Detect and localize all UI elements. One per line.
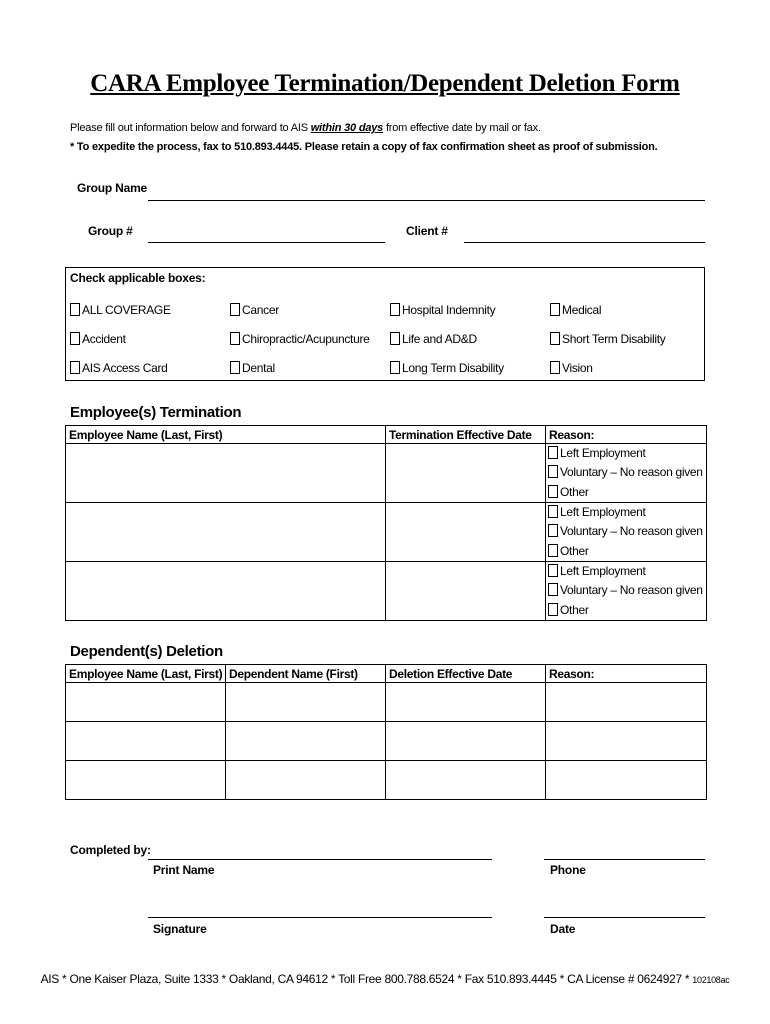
- column-reason: Reason:: [546, 665, 707, 683]
- dependent-name-cell[interactable]: [226, 683, 386, 722]
- option-dental[interactable]: [230, 361, 275, 375]
- employee-name-cell[interactable]: [66, 761, 226, 800]
- reason-voluntary[interactable]: [548, 522, 704, 541]
- checkbox[interactable]: [548, 485, 558, 498]
- reason-left-employment[interactable]: [548, 503, 704, 522]
- intro-text-pre: Please fill out information below and forward to AIS: [70, 122, 311, 134]
- column-termination-date: Termination Effective Date: [386, 426, 546, 444]
- check-boxes-heading: Check applicable boxes:: [70, 271, 206, 285]
- intro-deadline: within 30 days: [310, 122, 384, 134]
- reason-cell: [546, 503, 707, 562]
- table-row: [66, 503, 707, 562]
- checkbox[interactable]: [550, 332, 560, 345]
- option-label: Hospital Indemnity: [402, 303, 496, 317]
- termination-heading: Employee(s) Termination: [70, 404, 242, 421]
- dependent-name-cell[interactable]: [226, 722, 386, 761]
- intro-line-1: [70, 122, 541, 134]
- phone-field[interactable]: [544, 859, 705, 860]
- reason-label: Left Employment: [560, 564, 646, 578]
- print-name-field[interactable]: [148, 859, 492, 860]
- option-label: Dental: [242, 361, 275, 375]
- option-label: Chiropractic/Acupuncture: [242, 332, 370, 346]
- checkbox[interactable]: [390, 332, 400, 345]
- option-chiropractic[interactable]: [230, 332, 370, 346]
- print-name-label: Print Name: [153, 863, 215, 877]
- employee-name-cell[interactable]: [66, 722, 226, 761]
- form-title: CARA Employee Termination/Dependent Deletion Form: [90, 70, 680, 97]
- table-row: [66, 562, 707, 621]
- option-label: Long Term Disability: [402, 361, 504, 375]
- table-header-row: [66, 665, 707, 683]
- reason-cell[interactable]: [546, 761, 707, 800]
- termination-date-cell[interactable]: [386, 444, 546, 503]
- table-row: [66, 683, 707, 722]
- phone-label: Phone: [550, 863, 586, 877]
- option-life-add[interactable]: [390, 332, 477, 346]
- employee-name-cell[interactable]: [66, 683, 226, 722]
- client-number-label: Client #: [406, 224, 448, 238]
- reason-voluntary[interactable]: [548, 463, 704, 482]
- option-label: Short Term Disability: [562, 332, 666, 346]
- date-label: Date: [550, 922, 576, 936]
- termination-date-cell[interactable]: [386, 503, 546, 562]
- option-short-term-disability[interactable]: [550, 332, 666, 346]
- reason-label: Other: [560, 602, 589, 617]
- option-accident[interactable]: [70, 332, 126, 346]
- column-employee-name: Employee Name (Last, First): [66, 426, 386, 444]
- option-ais-access-card[interactable]: [70, 361, 168, 375]
- employee-name-cell[interactable]: [66, 444, 386, 503]
- table-row: [66, 761, 707, 800]
- reason-label: Left Employment: [560, 446, 646, 460]
- termination-table: [65, 425, 707, 621]
- checkbox[interactable]: [390, 303, 400, 316]
- reason-left-employment[interactable]: [548, 444, 704, 463]
- deletion-date-cell[interactable]: [386, 683, 546, 722]
- checkbox[interactable]: [230, 361, 240, 374]
- deletion-date-cell[interactable]: [386, 761, 546, 800]
- reason-label: Other: [560, 543, 589, 558]
- reason-other[interactable]: [548, 542, 704, 561]
- checkbox[interactable]: [548, 524, 558, 537]
- option-hospital-indemnity[interactable]: [390, 303, 495, 317]
- checkbox[interactable]: [230, 332, 240, 345]
- checkbox[interactable]: [548, 465, 558, 478]
- signature-label: Signature: [153, 922, 207, 936]
- termination-date-cell[interactable]: [386, 562, 546, 621]
- reason-cell[interactable]: [546, 722, 707, 761]
- checkbox[interactable]: [548, 505, 558, 518]
- checkbox[interactable]: [548, 564, 558, 577]
- date-field[interactable]: [544, 917, 705, 918]
- checkbox[interactable]: [550, 303, 560, 316]
- completed-by-label: Completed by:: [70, 843, 151, 857]
- employee-name-cell[interactable]: [66, 503, 386, 562]
- option-all-coverage[interactable]: [70, 303, 171, 317]
- reason-left-employment[interactable]: [548, 562, 704, 581]
- option-long-term-disability[interactable]: [390, 361, 504, 375]
- option-label: ALL COVERAGE: [82, 303, 171, 317]
- intro-line-2: * To expedite the process, fax to 510.893.4445. Please retain a copy of fax confirmation sheet as proof of submission.: [70, 141, 658, 153]
- group-name-label: Group Name: [77, 181, 148, 195]
- checkbox[interactable]: [548, 544, 558, 557]
- footer-form-code: 102108ac: [692, 975, 730, 985]
- reason-other[interactable]: [548, 483, 704, 502]
- footer-address: [0, 972, 770, 986]
- client-number-field[interactable]: [464, 242, 705, 243]
- column-dependent-name: Dependent Name (First): [226, 665, 386, 683]
- column-deletion-date: Deletion Effective Date: [386, 665, 546, 683]
- checkbox[interactable]: [230, 303, 240, 316]
- deletion-date-cell[interactable]: [386, 722, 546, 761]
- option-label: Cancer: [242, 303, 279, 317]
- column-reason: Reason:: [546, 426, 707, 444]
- deletion-heading: Dependent(s) Deletion: [70, 643, 223, 660]
- deletion-table: [65, 664, 707, 800]
- checkbox[interactable]: [548, 446, 558, 459]
- employee-name-cell[interactable]: [66, 562, 386, 621]
- checkbox[interactable]: [70, 361, 80, 374]
- reason-label: Left Employment: [560, 505, 646, 519]
- group-number-field[interactable]: [148, 242, 385, 243]
- reason-label: Voluntary – No reason given: [560, 465, 703, 480]
- checkbox[interactable]: [548, 603, 558, 616]
- intro-text-post: from effective date by mail or fax.: [383, 122, 541, 134]
- option-label: AIS Access Card: [82, 361, 168, 375]
- checkbox[interactable]: [70, 303, 80, 316]
- group-name-field[interactable]: [148, 200, 705, 201]
- dependent-name-cell[interactable]: [226, 761, 386, 800]
- reason-cell: [546, 444, 707, 503]
- option-label: Medical: [562, 303, 602, 317]
- footer-text: AIS * One Kaiser Plaza, Suite 1333 * Oakland, CA 94612 * Toll Free 800.788.6524 * Fax 510.893.4445 * CA License # 0624927 *: [40, 972, 693, 986]
- table-row: [66, 722, 707, 761]
- option-label: Vision: [562, 361, 593, 375]
- checkbox[interactable]: [548, 583, 558, 596]
- reason-cell: [546, 562, 707, 621]
- option-label: Accident: [82, 332, 126, 346]
- group-number-label: Group #: [88, 224, 133, 238]
- option-cancer[interactable]: [230, 303, 279, 317]
- reason-label: Other: [560, 484, 589, 499]
- option-medical[interactable]: [550, 303, 601, 317]
- checkbox[interactable]: [390, 361, 400, 374]
- reason-label: Voluntary – No reason given: [560, 583, 703, 598]
- reason-cell[interactable]: [546, 683, 707, 722]
- signature-field[interactable]: [148, 917, 492, 918]
- checkbox[interactable]: [70, 332, 80, 345]
- table-row: [66, 444, 707, 503]
- option-vision[interactable]: [550, 361, 593, 375]
- option-label: Life and AD&D: [402, 332, 477, 346]
- reason-voluntary[interactable]: [548, 581, 704, 600]
- checkbox[interactable]: [550, 361, 560, 374]
- table-header-row: [66, 426, 707, 444]
- reason-other[interactable]: [548, 601, 704, 620]
- reason-label: Voluntary – No reason given: [560, 524, 703, 539]
- column-employee-name: Employee Name (Last, First): [66, 665, 226, 683]
